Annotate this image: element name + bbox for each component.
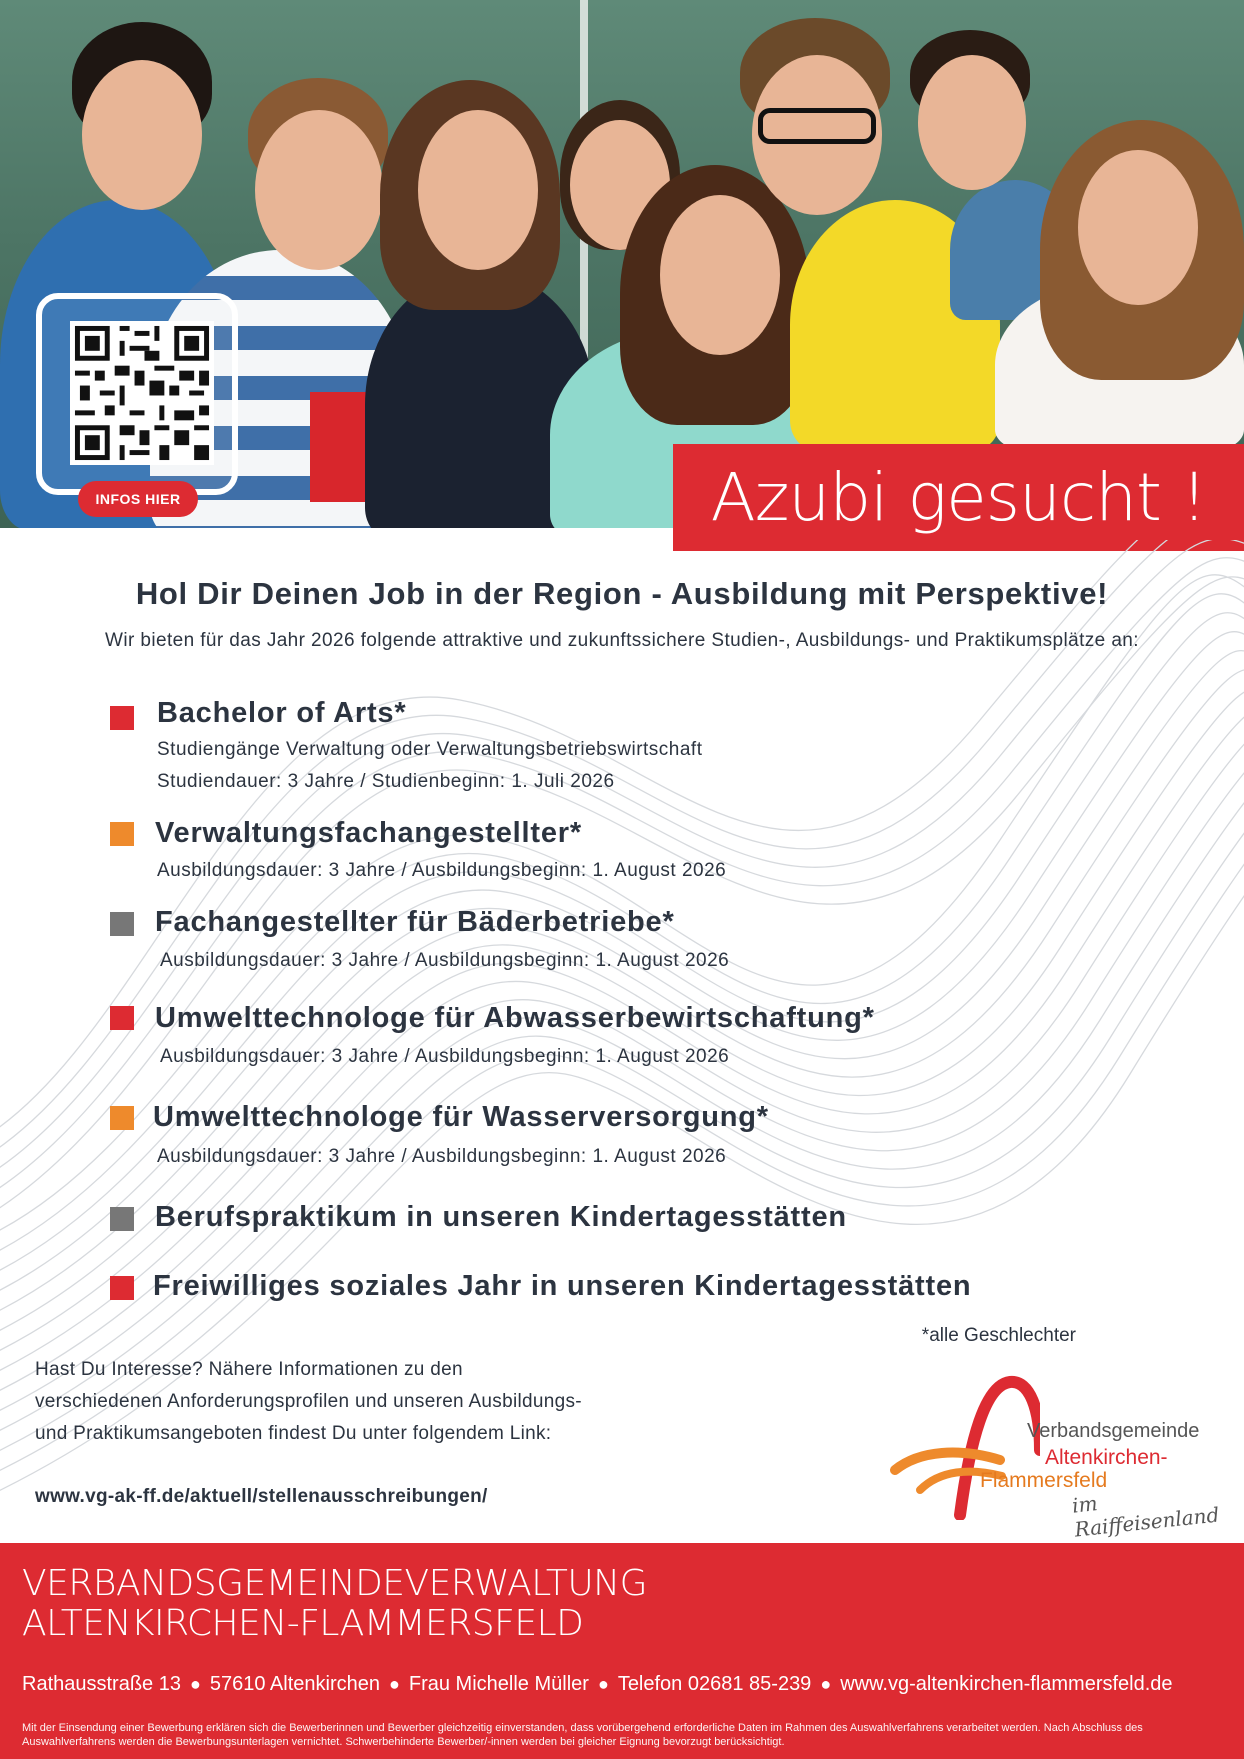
position-title: Umwelttechnologe für Wasserversorgung* [153,1101,769,1133]
footer-disclaimer: Mit der Einsendung einer Bewerbung erklären sich die Bewerberinnen und Bewerber gleichzeitig einverstanden, dass vorübergehend erforderliche Daten im Rahmen des Auswahlverfahrens verarbeitet werden. Nach Abschluss des Auswahlverfahrens werden die Bewerbungsunterlagen vernichtet. Schwerbehinderte Bewerber/-innen werden bei gleicher Eignung bevorzugt berücksichtigt. [22,1722,1143,1748]
red-square-bullet [110,706,134,730]
separator-dot-icon: ● [820,1674,832,1694]
position-detail: Ausbildungsdauer: 3 Jahre / Ausbildungsbeginn: 1. August 2026 [160,1046,730,1067]
separator-dot-icon: ● [389,1674,400,1694]
azubi-banner-text: Azubi gesucht ! [710,459,1207,536]
position-title: Umwelttechnologe für Abwasserbewirtschaftung* [155,1002,875,1034]
position-title: Berufspraktikum in unseren Kindertagesstätten [155,1201,847,1233]
person-face [660,195,780,355]
person-face [1078,150,1198,305]
position-detail: Ausbildungsdauer: 3 Jahre / Ausbildungsbeginn: 1. August 2026 [160,950,730,971]
arch-logo-icon [890,1370,1040,1520]
footer [0,1543,1244,1759]
gender-note: *alle Geschlechter [921,1325,1076,1346]
person-face [418,110,538,270]
logo-text-flammersfeld: Flammersfeld [980,1469,1108,1492]
footer-city: 57610 Altenkirchen [209,1673,380,1695]
position-title: Fachangestellter für Bäderbetriebe* [155,906,675,938]
person-face [918,55,1026,190]
position-title: Verwaltungsfachangestellter* [155,817,582,849]
position-detail: Studiengänge Verwaltung oder Verwaltungsbetriebswirtschaft [157,739,703,760]
separator-dot-icon: ● [189,1674,201,1694]
grey-square-bullet [110,1207,134,1231]
glasses [758,108,876,144]
qr-code[interactable] [70,321,214,465]
position-detail: Studiendauer: 3 Jahre / Studienbeginn: 1. Juli 2026 [157,771,615,792]
orange-square-bullet [110,822,134,846]
footer-contact: Frau Michelle Müller [408,1673,589,1695]
separator-dot-icon: ● [597,1674,609,1694]
position-title: Bachelor of Arts* [157,697,407,729]
person-face [82,60,202,210]
info-text: Hast Du Interesse? Nähere Informationen zu den verschiedenen Anforderungsprofilen und unseren Ausbildungs- und Praktikumsangeboten findest Du unter folgendem Link: [35,1359,582,1444]
logo-tagline: im Raiffeisenland [1070,1491,1221,1542]
azubi-banner [673,444,1244,551]
position-detail: Ausbildungsdauer: 3 Jahre / Ausbildungsbeginn: 1. August 2026 [157,1146,727,1167]
vg-logo [890,1370,1221,1542]
grey-square-bullet [110,912,134,936]
footer-street: Rathausstraße 13 [22,1673,181,1695]
red-square-bullet [110,1276,134,1300]
qr-code-frame [36,293,238,495]
position-detail: Ausbildungsdauer: 3 Jahre / Ausbildungsbeginn: 1. August 2026 [157,860,727,881]
page-headline: Hol Dir Deinen Job in der Region - Ausbildung mit Perspektive! [135,576,1109,611]
red-square-bullet [110,1006,134,1030]
infos-hier-button[interactable]: INFOS HIER [78,481,198,517]
footer-org-line2: ALTENKIRCHEN-FLAMMERSFELD [22,1603,584,1644]
footer-org-line1: VERBANDSGEMEINDEVERWALTUNG [22,1563,647,1604]
orange-square-bullet [110,1106,134,1130]
page-subline: Wir bieten für das Jahr 2026 folgende attraktive und zukunftssichere Studien-, Ausbildungs- und Praktikumsplätze an: [105,630,1139,651]
position-title: Freiwilliges soziales Jahr in unseren Kindertagesstätten [153,1270,972,1302]
logo-text-altenkirchen: Altenkirchen- [1045,1446,1168,1469]
footer-phone[interactable]: Telefon 02681 85-239 [617,1673,812,1695]
footer-address [22,1673,1173,1696]
person-face [255,110,383,270]
logo-text-verbandsgemeinde: Verbandsgemeinde [1027,1420,1200,1442]
career-link[interactable]: www.vg-ak-ff.de/aktuell/stellenausschreibungen/ [35,1486,488,1507]
footer-website-link[interactable]: www.vg-altenkirchen-flammersfeld.de [840,1673,1173,1695]
